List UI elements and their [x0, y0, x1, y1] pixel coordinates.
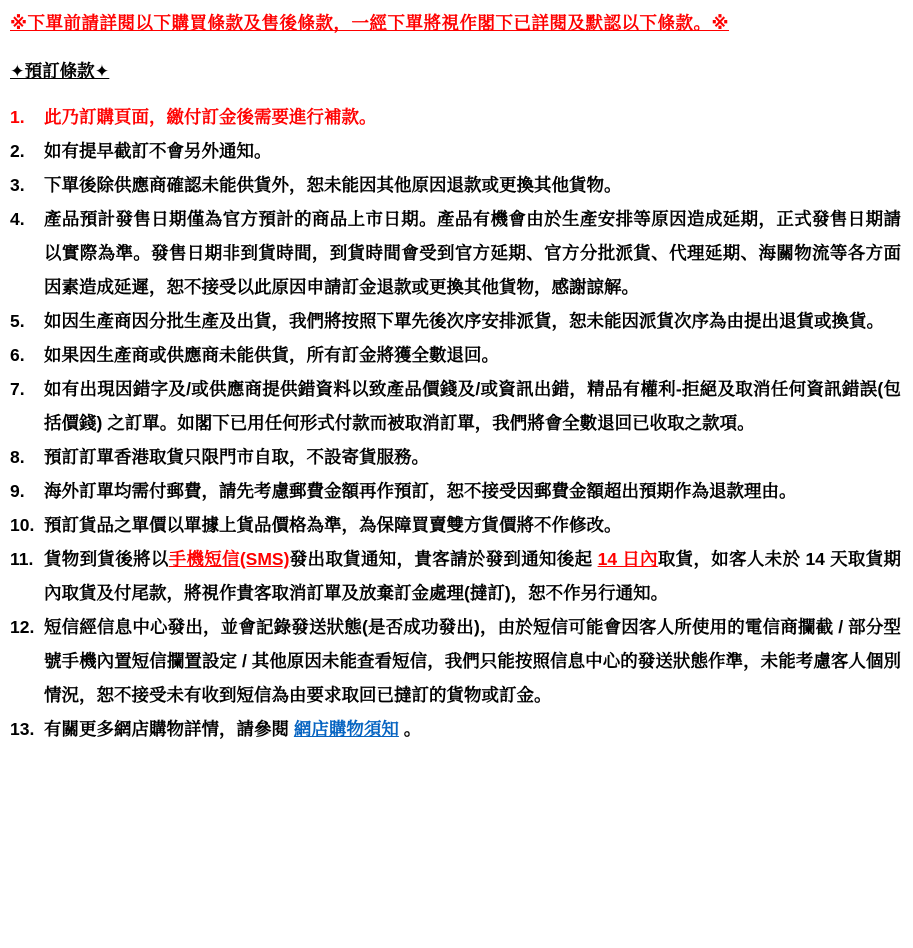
term-item-2 — [10, 134, 901, 168]
term-number: 11. — [10, 549, 34, 569]
term-text-segment: 取貨，如客人未於 14 天取貨期內取貨及付尾款，將視作貴客取消訂單及放棄訂金處理(撻訂)，恕不作另行通知。 — [44, 549, 901, 603]
page-title: ※下單前請詳閱以下購買條款及售後條款，一經下單將視作閣下已詳閱及默認以下條款。※ — [10, 13, 730, 33]
term-text-segment: 。 — [398, 719, 422, 739]
term-text: 如因生產商因分批生產及出貨，我們將按照下單先後次序安排派貨，恕未能因派貨次序為由提出退貨或換貨。 — [44, 311, 884, 331]
term-item-9 — [10, 474, 901, 508]
term-text: 產品預計發售日期僅為官方預計的商品上市日期。產品有機會由於生產安排等原因造成延期，正式發售日期請以實際為準。發售日期非到貨時間，到貨時間會受到官方延期、官方分批派貨、代理延期、海關物流等各方面因素造成延遲，恕不接受以此原因申請訂金退款或更換其他貨物，感謝諒解。 — [44, 209, 901, 297]
term-number: 9. — [10, 481, 25, 501]
term-text: 預訂貨品之單價以單據上貨品價格為準，為保障買賣雙方貨價將不作修改。 — [44, 515, 622, 535]
deadline-highlight: 14 日內 — [597, 549, 658, 569]
term-number: 4. — [10, 209, 25, 229]
term-item-1 — [10, 100, 901, 134]
term-text: 如有出現因錯字及/或供應商提供錯資料以致產品價錢及/或資訊出錯，精品有權利-拒絕及取消任何資訊錯誤(包括價錢) 之訂單。如閣下已用任何形式付款而被取消訂單，我們將會全數退回已收取之款項。 — [44, 379, 901, 433]
terms-list — [10, 100, 901, 746]
term-text: 短信經信息中心發出，並會記錄發送狀態(是否成功發出)，由於短信可能會因客人所使用的電信商攔截 / 部分型號手機內置短信攔置設定 / 其他原因未能查看短信，我們只能按照信息中心的發送狀態作準，未能考慮客人個別情況，恕不接受未有收到短信為由要求取回已撻訂的貨物或訂金。 — [44, 617, 901, 705]
term-number: 5. — [10, 311, 25, 331]
term-item-10 — [10, 508, 901, 542]
term-number: 6. — [10, 345, 25, 365]
term-number: 12. — [10, 617, 35, 637]
term-item-4 — [10, 202, 901, 304]
term-text: 如有提早截訂不會另外通知。 — [44, 141, 272, 161]
term-text: 此乃訂購頁面，繳付訂金後需要進行補款。 — [44, 107, 377, 127]
term-text-segment: 有關更多網店購物詳情，請參閱 — [44, 719, 294, 739]
term-text — [44, 712, 901, 746]
term-item-7 — [10, 372, 901, 440]
term-number: 1. — [10, 107, 25, 127]
term-item-8 — [10, 440, 901, 474]
term-item-13 — [10, 712, 901, 746]
term-item-12 — [10, 610, 901, 712]
shopping-guide-link[interactable]: 網店購物須知 — [293, 719, 399, 739]
term-text-segment: 貨物到貨後將以 — [44, 549, 169, 569]
term-number: 10. — [10, 515, 35, 535]
term-item-6 — [10, 338, 901, 372]
term-text — [44, 542, 901, 610]
preorder-terms-page — [10, 6, 901, 746]
section-header-text: ✦預訂條款✦ — [10, 61, 110, 81]
term-item-5 — [10, 304, 901, 338]
term-number: 8. — [10, 447, 25, 467]
term-text-segment: 發出取貨通知，貴客請於發到通知後起 — [289, 549, 598, 569]
term-number: 7. — [10, 379, 25, 399]
section-header — [10, 54, 901, 88]
term-number: 2. — [10, 141, 25, 161]
term-text: 海外訂單均需付郵費，請先考慮郵費金額再作預訂，恕不接受因郵費金額超出預期作為退款理由。 — [44, 481, 797, 501]
term-text: 預訂訂單香港取貨只限門市自取，不設寄貨服務。 — [44, 447, 429, 467]
term-text: 下單後除供應商確認未能供貨外，恕未能因其他原因退款或更換其他貨物。 — [44, 175, 622, 195]
term-number: 13. — [10, 719, 35, 739]
sms-highlight: 手機短信(SMS) — [168, 549, 290, 569]
term-item-3 — [10, 168, 901, 202]
term-number: 3. — [10, 175, 25, 195]
term-text: 如果因生產商或供應商未能供貨，所有訂金將獲全數退回。 — [44, 345, 499, 365]
term-item-11 — [10, 542, 901, 610]
